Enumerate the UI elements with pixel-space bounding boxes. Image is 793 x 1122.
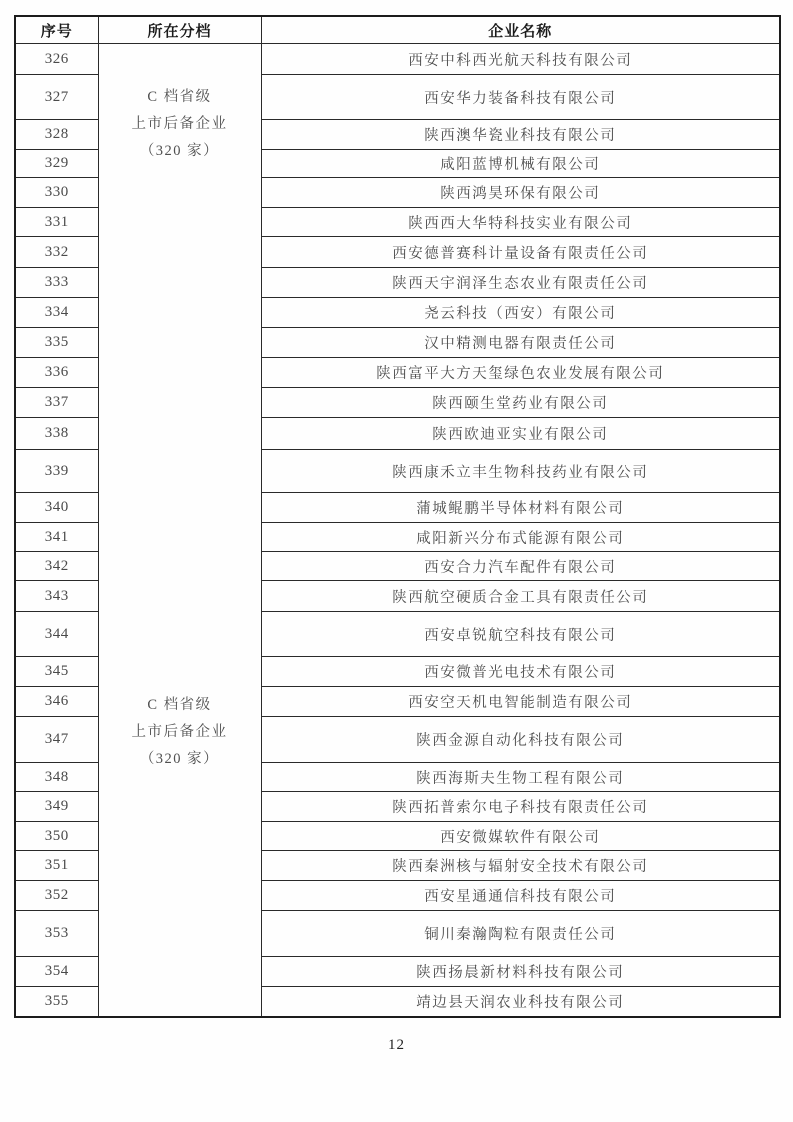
company-name-cell: 陕西拓普索尔电子科技有限责任公司 — [261, 792, 780, 822]
company-name-cell: 咸阳蓝博机械有限公司 — [261, 150, 780, 178]
company-name-cell: 西安合力汽车配件有限公司 — [261, 552, 780, 581]
row-serial-number: 354 — [15, 957, 98, 987]
row-serial-number: 336 — [15, 358, 98, 388]
row-serial-number: 330 — [15, 178, 98, 208]
row-serial-number: 328 — [15, 120, 98, 150]
category-label-line: 上市后备企业 — [131, 116, 228, 132]
company-name-cell: 尧云科技（西安）有限公司 — [261, 298, 780, 328]
category-label-line: C 档省级 — [147, 697, 212, 713]
row-serial-number: 347 — [15, 717, 98, 763]
company-name-cell: 西安星通通信科技有限公司 — [261, 881, 780, 911]
company-name-cell: 陕西扬晨新材料科技有限公司 — [261, 957, 780, 987]
company-name-cell: 陕西秦洲核与辐射安全技术有限公司 — [261, 851, 780, 881]
row-serial-number: 339 — [15, 450, 98, 493]
row-serial-number: 340 — [15, 493, 98, 523]
row-serial-number: 355 — [15, 987, 98, 1017]
row-serial-number: 337 — [15, 388, 98, 418]
row-serial-number: 331 — [15, 208, 98, 237]
table-header-row — [15, 16, 780, 44]
company-name-cell: 陕西澳华瓷业科技有限公司 — [261, 120, 780, 150]
row-serial-number: 346 — [15, 687, 98, 717]
company-name-cell: 西安卓锐航空科技有限公司 — [261, 612, 780, 657]
row-serial-number: 345 — [15, 657, 98, 687]
row-serial-number: 334 — [15, 298, 98, 328]
row-serial-number: 350 — [15, 822, 98, 851]
row-serial-number: 341 — [15, 523, 98, 552]
company-name-cell: 陕西金源自动化科技有限公司 — [261, 717, 780, 763]
company-name-cell: 陕西西大华特科技实业有限公司 — [261, 208, 780, 237]
header-serial-number: 序号 — [15, 16, 98, 44]
company-name-cell: 西安微媒软件有限公司 — [261, 822, 780, 851]
row-serial-number: 352 — [15, 881, 98, 911]
row-serial-number: 342 — [15, 552, 98, 581]
company-name-cell: 蒲城鲲鹏半导体材料有限公司 — [261, 493, 780, 523]
row-serial-number: 353 — [15, 911, 98, 957]
header-company-name: 企业名称 — [261, 16, 780, 44]
header-category: 所在分档 — [98, 16, 261, 44]
company-name-cell: 陕西鸿昊环保有限公司 — [261, 178, 780, 208]
row-serial-number: 348 — [15, 763, 98, 792]
company-name-cell: 西安华力装备科技有限公司 — [261, 75, 780, 120]
category-label-line: （320 家） — [139, 751, 220, 767]
row-serial-number: 335 — [15, 328, 98, 358]
company-name-cell: 陕西海斯夫生物工程有限公司 — [261, 763, 780, 792]
row-serial-number: 327 — [15, 75, 98, 120]
category-label-line: （320 家） — [139, 143, 220, 159]
row-serial-number: 329 — [15, 150, 98, 178]
company-name-cell: 陕西康禾立丰生物科技药业有限公司 — [261, 450, 780, 493]
row-serial-number: 344 — [15, 612, 98, 657]
category-label-block — [99, 84, 261, 165]
company-name-cell: 西安微普光电技术有限公司 — [261, 657, 780, 687]
company-name-cell: 汉中精测电器有限责任公司 — [261, 328, 780, 358]
company-name-cell: 陕西富平大方天玺绿色农业发展有限公司 — [261, 358, 780, 388]
company-name-cell: 陕西航空硬质合金工具有限责任公司 — [261, 581, 780, 612]
category-label-block — [99, 692, 261, 773]
row-serial-number: 343 — [15, 581, 98, 612]
row-serial-number: 351 — [15, 851, 98, 881]
table-row — [15, 44, 780, 75]
row-serial-number: 349 — [15, 792, 98, 822]
page-number: 12 — [388, 1037, 405, 1053]
company-table — [14, 15, 781, 1018]
category-label-line: C 档省级 — [147, 89, 212, 105]
company-name-cell: 陕西天宇润泽生态农业有限责任公司 — [261, 268, 780, 298]
company-name-cell: 陕西欧迪亚实业有限公司 — [261, 418, 780, 450]
company-name-cell: 靖边县天润农业科技有限公司 — [261, 987, 780, 1017]
company-name-cell: 陕西颐生堂药业有限公司 — [261, 388, 780, 418]
row-serial-number: 326 — [15, 44, 98, 75]
company-name-cell: 西安德普赛科计量设备有限责任公司 — [261, 237, 780, 268]
row-serial-number: 338 — [15, 418, 98, 450]
company-name-cell: 咸阳新兴分布式能源有限公司 — [261, 523, 780, 552]
company-name-cell: 铜川秦瀚陶粒有限责任公司 — [261, 911, 780, 957]
row-serial-number: 333 — [15, 268, 98, 298]
category-merged-cell — [98, 44, 261, 1017]
company-name-cell: 西安空天机电智能制造有限公司 — [261, 687, 780, 717]
category-label-line: 上市后备企业 — [131, 724, 228, 740]
company-name-cell: 西安中科西光航天科技有限公司 — [261, 44, 780, 75]
row-serial-number: 332 — [15, 237, 98, 268]
